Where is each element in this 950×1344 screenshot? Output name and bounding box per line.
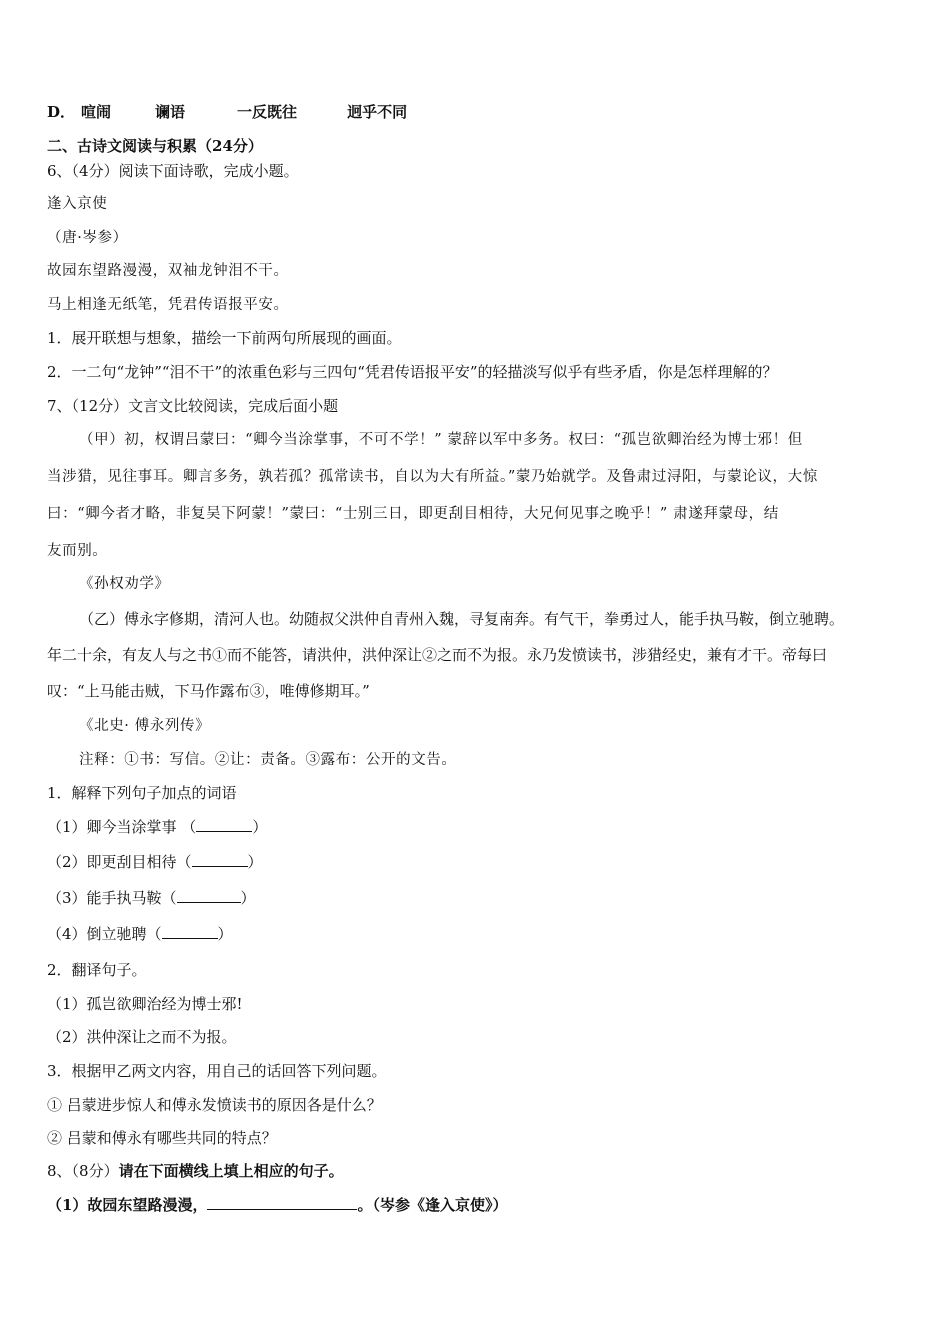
poem-line-2: 马上相逢无纸笔，凭君传语报平安。: [47, 297, 289, 313]
close-paren: ）: [252, 818, 268, 836]
passage-yi-source: 《北史· 傅永列传》: [79, 718, 211, 734]
passage-jia-line-2: 当涉猎，见往事耳。卿言多务，孰若孤？孤常读书，自以为大有所益。”蒙乃始就学。及鲁肃过浔阳，与蒙论议，大惊: [47, 469, 818, 485]
q6-sub-1: 1．展开联想与想象，描绘一下前两句所展现的画面。: [47, 329, 402, 347]
q7-sub-3-item-2: ② 吕蒙和傅永有哪些共同的特点？: [47, 1129, 277, 1147]
option-d-item-3: 一反既往: [237, 103, 298, 121]
close-paren: ）: [240, 889, 256, 907]
passage-notes: 注释：①书：写信。②让：责备。③露布：公开的文告。: [79, 752, 457, 768]
q7-sub-1-item-2: [47, 852, 263, 872]
poem-author: （唐·岑参）: [47, 230, 128, 246]
q7-sub-3-title: 3．根据甲乙两文内容，用自己的话回答下列问题。: [47, 1062, 387, 1080]
q7-intro: 7、（12分）文言文比较阅读，完成后面小题: [47, 397, 339, 415]
q7-sub-3-item-1: ① 吕蒙进步惊人和傅永发愤读书的原因各是什么？: [47, 1096, 382, 1114]
item-text: （4）倒立驰聘（: [47, 925, 162, 943]
q8-intro: [47, 1161, 344, 1181]
passage-jia-line-4: 友而别。: [47, 543, 108, 559]
q8-item-1: [47, 1195, 507, 1215]
item-text: （2）即更刮目相待（: [47, 853, 192, 871]
passage-yi-line-2: 年二十余，有友人与之书①而不能答，请洪仲，洪仲深让②之而不为报。永乃发愤读书，涉猎经史，兼有才干。帝每曰: [47, 646, 828, 664]
passage-yi-line-1: （乙）傅永字修期，清河人也。幼随叔父洪仲自青州入魏，寻复南奔。有气干，拳勇过人，能手执马鞍，倒立驰聘。: [79, 610, 845, 628]
q7-sub-1-title: 1．解释下列句子加点的词语: [47, 784, 237, 802]
q7-sub-2-item-1: （1）孤岂欲卿治经为博士邪!: [47, 995, 243, 1013]
close-paren: ）: [217, 925, 233, 943]
option-d-item-4: 迥乎不同: [347, 103, 408, 121]
q5-option-d: [47, 102, 407, 122]
option-d-letter: D．: [47, 103, 76, 121]
q8-intro-number: 8、（8分）: [47, 1162, 119, 1180]
passage-jia-source: 《孙权劝学》: [79, 576, 170, 592]
q6-intro: 6、（4分）阅读下面诗歌，完成小题。: [47, 162, 299, 180]
poem-title: 逢入京使: [47, 196, 108, 212]
q8-item-1-start: （1）故园东望路漫漫，: [47, 1196, 208, 1214]
poem-line-1: 故园东望路漫漫，双袖龙钟泪不干。: [47, 263, 289, 279]
q7-sub-1-item-4: [47, 924, 233, 944]
answer-blank[interactable]: [192, 852, 248, 867]
q6-sub-2: 2．一二句“龙钟”“泪不干”的浓重色彩与三四句“凭君传语报平安”的轻描淡写似乎有些矛盾，你是怎样理解的？: [47, 363, 778, 381]
q7-sub-1-item-3: [47, 888, 256, 908]
answer-blank[interactable]: [162, 924, 218, 939]
answer-blank[interactable]: [207, 1195, 357, 1210]
q7-sub-2-item-2: （2）洪仲深让之而不为报。: [47, 1028, 237, 1046]
q8-item-1-end: 。（岑参《逢入京使》）: [357, 1196, 508, 1214]
option-d-item-1: 喧闹: [81, 103, 112, 121]
item-text: （1）卿今当涂掌事 （: [47, 818, 197, 836]
option-d-item-2: 谰语: [155, 103, 186, 121]
passage-jia-line-3: 曰：“卿今者才略，非复吴下阿蒙！”蒙曰：“士别三日，即更刮目相待，大兄何见事之晚乎！” 肃遂拜蒙母，结: [47, 506, 779, 522]
answer-blank[interactable]: [196, 817, 252, 832]
item-text: （3）能手执马鞍（: [47, 889, 177, 907]
answer-blank[interactable]: [177, 888, 241, 903]
q7-sub-1-item-1: [47, 817, 267, 837]
close-paren: ）: [247, 853, 263, 871]
passage-jia-line-1: （甲）初，权谓吕蒙曰：“卿今当涂掌事，不可不学！” 蒙辞以军中多务。权曰：“孤岂欲卿治经为博士邪！但: [79, 432, 803, 448]
passage-yi-line-3: 叹：“上马能击贼，下马作露布③，唯傅修期耳。”: [47, 682, 370, 700]
q7-sub-2-title: 2．翻译句子。: [47, 961, 147, 979]
section-2-title: 二、古诗文阅读与积累（24分）: [47, 137, 263, 155]
q8-intro-instruction: 请在下面横线上填上相应的句子。: [118, 1162, 344, 1180]
